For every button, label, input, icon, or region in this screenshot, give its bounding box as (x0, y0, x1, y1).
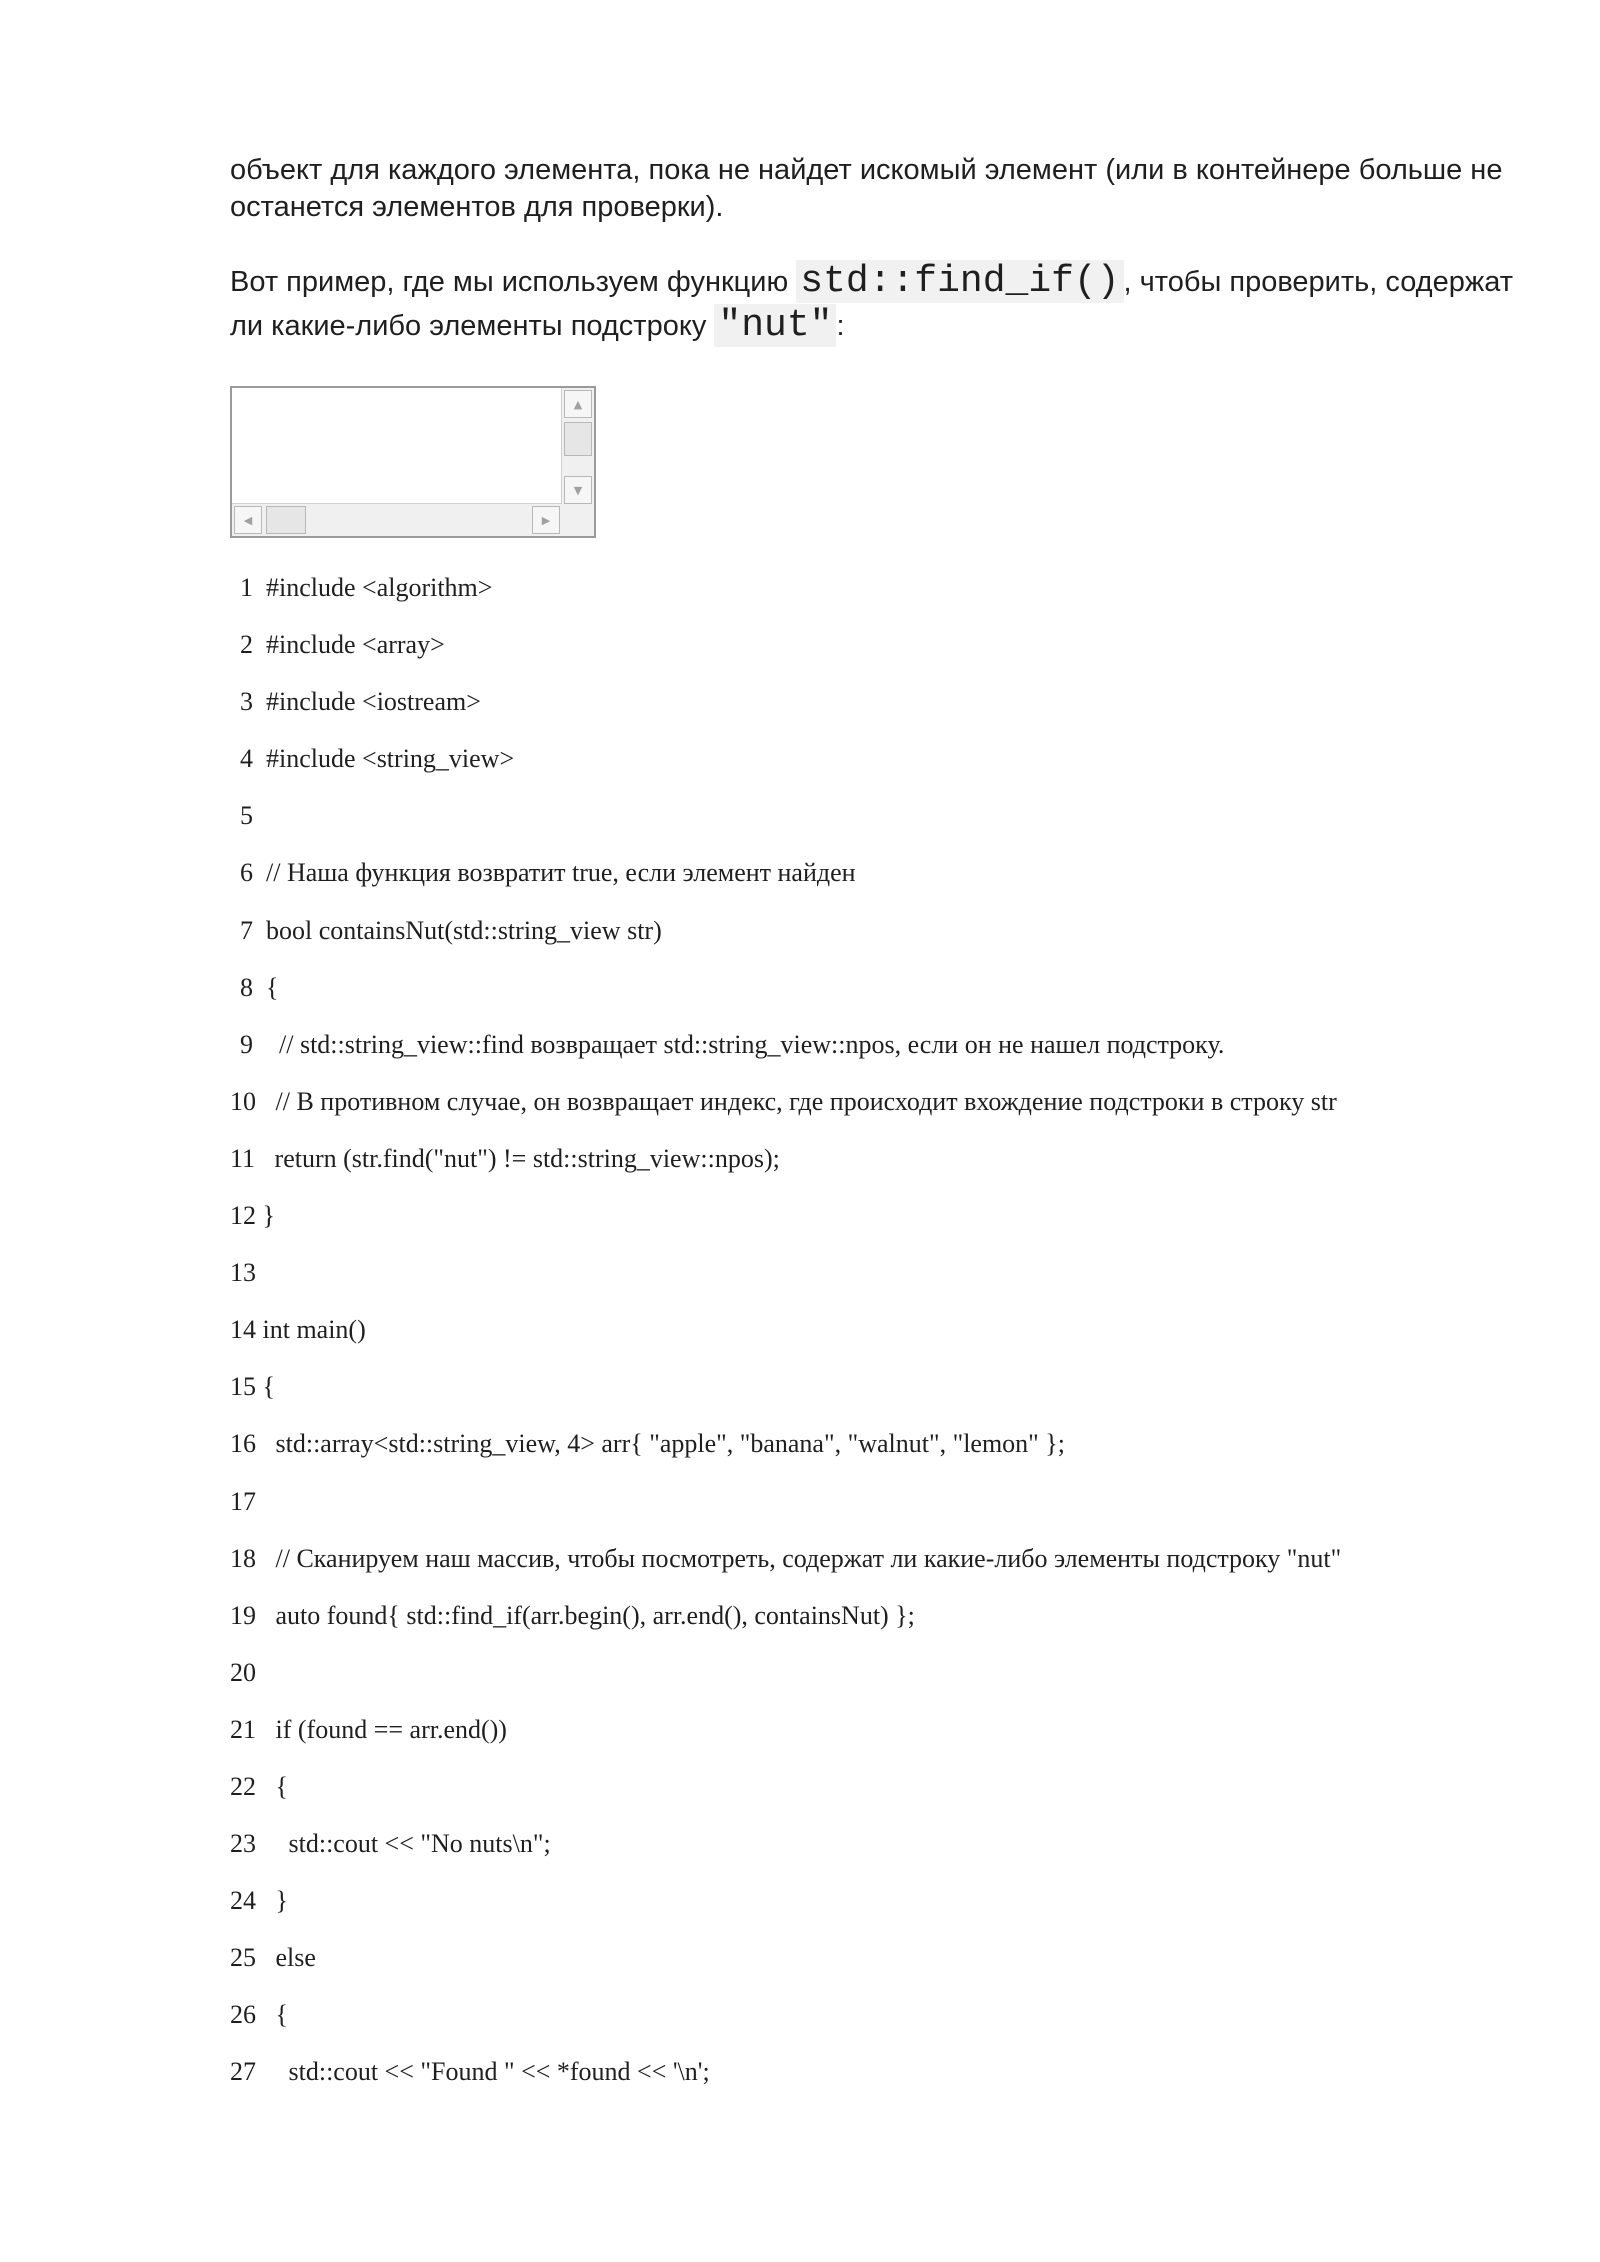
code-text: } (262, 1201, 275, 1231)
code-line (230, 1020, 1560, 1077)
code-line (230, 1248, 1560, 1305)
line-number: 25 (230, 1943, 263, 1973)
code-line (230, 1591, 1560, 1648)
code-listing (230, 563, 1560, 2105)
code-line (230, 791, 1560, 848)
code-line (230, 734, 1560, 791)
line-number: 17 (230, 1486, 263, 1516)
horizontal-scroll-thumb[interactable] (266, 506, 306, 534)
inline-code-find-if: std::find_if() (796, 260, 1123, 303)
embedded-scroll-box[interactable] (230, 386, 596, 538)
inline-code-nut: "nut" (714, 304, 836, 347)
line-number: 4 (240, 744, 266, 774)
code-text: std::array<std::string_view, 4> arr{ "apple", "banana", "walnut", "lemon" }; (262, 1429, 1065, 1459)
line-number: 13 (230, 1258, 263, 1288)
code-line (230, 1419, 1560, 1476)
code-line (230, 620, 1560, 677)
line-number: 19 (230, 1600, 263, 1630)
horizontal-scrollbar[interactable] (232, 503, 562, 536)
code-line (230, 1534, 1560, 1591)
line-number: 22 (230, 1771, 263, 1801)
line-number: 14 (230, 1315, 263, 1345)
line-number: 6 (240, 858, 266, 888)
example-text-middle: , чтобы проверить, содержат ли какие-либо элементы подстроку (230, 266, 1514, 342)
line-number: 8 (240, 972, 266, 1002)
line-number: 11 (230, 1143, 262, 1173)
line-number: 5 (240, 801, 266, 831)
scroll-down-arrow-icon[interactable]: ▼ (564, 476, 592, 504)
scroll-up-arrow-icon[interactable]: ▲ (564, 390, 592, 418)
vertical-scroll-thumb[interactable] (564, 422, 592, 456)
line-number: 26 (230, 2000, 263, 2030)
code-text: if (found == arr.end()) (262, 1714, 507, 1744)
code-line (230, 2047, 1560, 2104)
code-text: std::cout << "No nuts\n"; (262, 1829, 551, 1859)
code-text: { (266, 972, 279, 1002)
code-line (230, 1305, 1560, 1362)
code-text: #include <algorithm> (266, 573, 493, 602)
code-line (230, 563, 1560, 620)
code-line (230, 1990, 1560, 2047)
code-text: { (262, 1372, 275, 1402)
code-line (230, 1876, 1560, 1933)
code-line (230, 1477, 1560, 1534)
example-paragraph (230, 260, 1530, 348)
code-line (230, 963, 1560, 1020)
code-line (230, 1134, 1560, 1191)
line-number: 21 (230, 1714, 263, 1744)
scroll-right-arrow-icon[interactable]: ▶ (532, 506, 560, 534)
line-number: 27 (230, 2057, 263, 2087)
code-line (230, 1648, 1560, 1705)
line-number: 15 (230, 1372, 263, 1402)
code-text: #include <iostream> (266, 687, 481, 717)
line-number: 23 (230, 1829, 263, 1859)
example-text-before: Вот пример, где мы используем функцию (230, 266, 797, 298)
code-text: int main() (262, 1315, 366, 1345)
line-number: 12 (230, 1201, 263, 1231)
scroll-left-arrow-icon[interactable]: ◀ (234, 506, 262, 534)
line-number: 1 (240, 573, 266, 602)
vertical-scrollbar[interactable] (561, 388, 594, 506)
example-text-after: : (836, 310, 845, 342)
code-line (230, 906, 1560, 963)
line-number: 18 (230, 1543, 263, 1573)
code-text: #include <array> (266, 630, 445, 660)
code-text: // Сканируем наш массив, чтобы посмотреть, содержат ли какие-либо элементы подстроку "nut" (262, 1543, 1342, 1573)
line-number: 20 (230, 1657, 263, 1687)
code-line (230, 1077, 1560, 1134)
code-text: { (262, 2000, 288, 2030)
code-text: { (262, 1771, 288, 1801)
code-line (230, 1933, 1560, 1990)
code-text: // std::string_view::find возвращает std::string_view::npos, если он не нашел подстроку. (266, 1029, 1225, 1059)
code-line (230, 848, 1560, 905)
scrollbar-corner (562, 504, 594, 536)
line-number: 3 (240, 687, 266, 717)
line-number: 10 (230, 1086, 263, 1116)
code-line (230, 677, 1560, 734)
code-text: std::cout << "Found " << *found << '\n'; (262, 2057, 710, 2087)
line-number: 9 (240, 1029, 266, 1059)
code-text: return (str.find("nut") != std::string_view::npos); (261, 1143, 780, 1173)
code-line (230, 1362, 1560, 1419)
line-number: 16 (230, 1429, 263, 1459)
code-line (230, 1762, 1560, 1819)
line-number: 2 (240, 630, 266, 660)
code-text: else (262, 1943, 316, 1973)
code-line (230, 1819, 1560, 1876)
code-line (230, 1705, 1560, 1762)
line-number: 7 (240, 915, 266, 945)
code-text: // Наша функция возвратит true, если элемент найден (266, 858, 856, 888)
code-text: #include <string_view> (266, 744, 515, 774)
code-line (230, 1191, 1560, 1248)
intro-paragraph: объект для каждого элемента, пока не найдет искомый элемент (или в контейнере больше не останется элементов для проверки). (230, 154, 1503, 223)
code-text: // В противном случае, он возвращает индекс, где происходит вхождение подстроки в строку str (262, 1086, 1337, 1116)
code-text: bool containsNut(std::string_view str) (266, 915, 662, 945)
code-text: auto found{ std::find_if(arr.begin(), arr.end(), containsNut) }; (262, 1600, 915, 1630)
code-text: } (262, 1886, 288, 1916)
line-number: 24 (230, 1886, 263, 1916)
